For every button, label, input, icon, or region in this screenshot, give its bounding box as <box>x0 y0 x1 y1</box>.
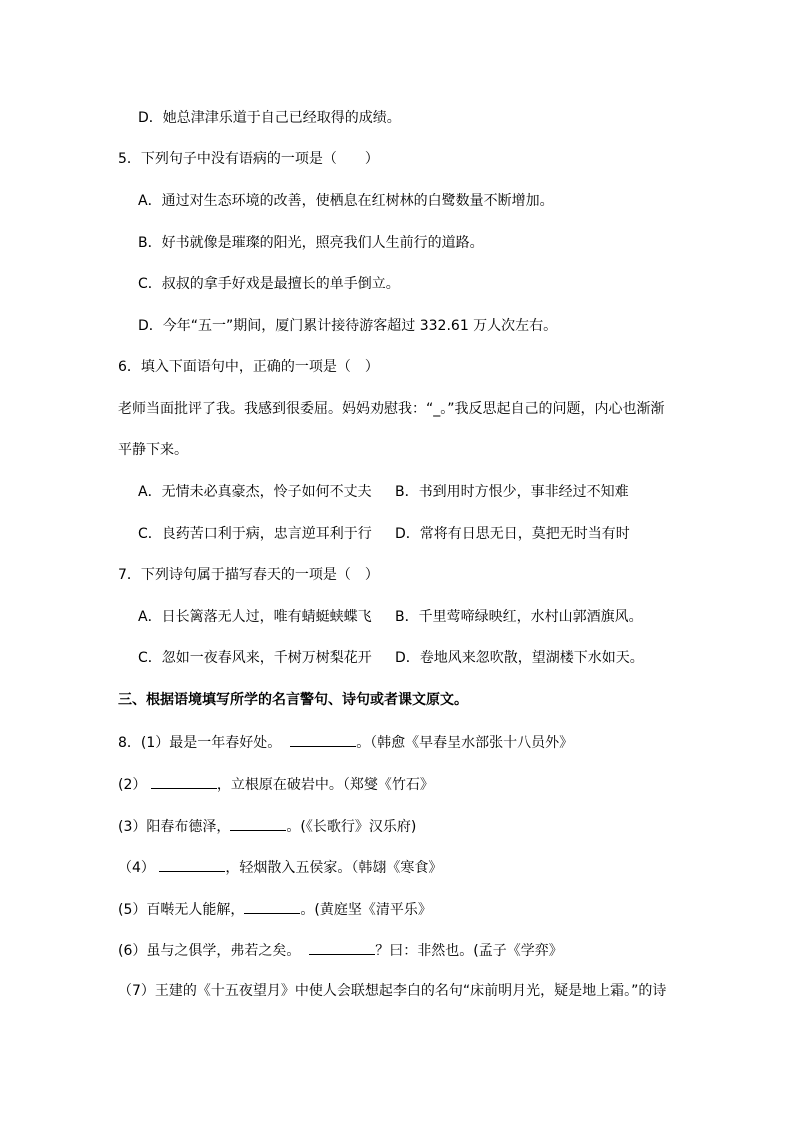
q6-option-a: A．无情未必真豪杰，怜子如何不丈夫 <box>138 484 372 500</box>
q8-item-3-blank[interactable] <box>230 815 286 831</box>
q8-item-3-suffix: 。(《长歌行》汉乐府) <box>286 819 417 835</box>
q8-item-5-prefix: (5）百啭无人能解， <box>118 902 245 918</box>
q5-option-c: C．叔叔的拿手好戏是最擅长的单手倒立。 <box>138 276 400 292</box>
q7-option-b: B．千里莺啼绿映红，水村山郭酒旗风。 <box>395 609 643 625</box>
q8-item-4 <box>118 856 442 878</box>
q8-item-1 <box>118 731 573 753</box>
q8-item-7: （7）王建的《十五夜望月》中使人会联想起李白的名句“床前明月光，疑是地上霜。”的诗 <box>118 983 667 999</box>
q7-option-d: D．卷地风来忽吹散，望湖楼下水如天。 <box>395 650 644 666</box>
q8-item-1-prefix: 8．(1）最是一年春好处。 <box>118 735 282 751</box>
q8-item-2-prefix: (2） <box>118 777 147 793</box>
q8-item-4-prefix: （4） <box>118 860 155 876</box>
q8-item-2-suffix: ，立根原在破岩中。（郑燮《竹石》 <box>216 777 434 793</box>
q8-item-5-blank[interactable] <box>244 898 300 914</box>
q7-option-a: A．日长篱落无人过，唯有蜻蜓蛱蝶飞 <box>138 609 372 625</box>
q8-item-4-suffix: ，轻烟散入五侯家。（韩翃《寒食》 <box>225 860 443 876</box>
q8-item-6 <box>118 939 563 961</box>
q8-item-2 <box>118 773 434 795</box>
q8-item-4-blank[interactable] <box>159 856 225 872</box>
q5-option-a: A．通过对生态环境的改善，使栖息在红树林的白鹭数量不断增加。 <box>138 193 554 209</box>
q8-item-3-prefix: (3）阳春布德泽， <box>118 819 231 835</box>
q5-option-b: B．好书就像是璀璨的阳光，照亮我们人生前行的道路。 <box>138 235 484 251</box>
q7-option-c: C．忽如一夜春风来，千树万树梨花开 <box>138 650 372 666</box>
q8-item-2-blank[interactable] <box>151 773 217 789</box>
q8-item-6-prefix: (6）虽与之俱学，弗若之矣。 <box>118 943 301 959</box>
q8-item-1-blank[interactable] <box>290 731 356 747</box>
q6-stem: 6．填入下面语句中，正确的一项是（ ） <box>118 359 379 375</box>
q8-item-1-suffix: 。（韩愈《早春呈水部张十八员外》 <box>356 735 574 751</box>
q6-option-c: C．良药苦口利于病，忠言逆耳利于行 <box>138 526 372 542</box>
q8-item-5-suffix: 。(黄庭坚《清平乐》 <box>300 902 432 918</box>
section-3-heading: 三、根据语境填写所学的名言警句、诗句或者课文原文。 <box>118 692 468 708</box>
q6-context-line2: 平静下来。 <box>118 442 188 458</box>
q8-item-3 <box>118 815 416 837</box>
q4-option-d: D．她总津津乐道于自己已经取得的成绩。 <box>138 110 401 126</box>
q6-option-d: D．常将有日思无日，莫把无时当有时 <box>395 526 630 542</box>
q8-item-6-suffix: ？曰：非然也。(孟子《学弈》 <box>375 943 563 959</box>
q8-item-6-blank[interactable] <box>309 939 375 955</box>
q5-stem: 5．下列句子中没有语病的一项是（ ） <box>118 151 379 167</box>
q6-context-line1: 老师当面批评了我。我感到很委屈。妈妈劝慰我：“_。”我反思起自己的问题，内心也渐渐 <box>118 401 665 417</box>
q6-option-b: B．书到用时方恨少，事非经过不知难 <box>395 484 629 500</box>
q8-item-5 <box>118 898 432 920</box>
q5-option-d: D．今年“五一”期间，厦门累计接待游客超过 332.61 万人次左右。 <box>138 318 558 334</box>
q7-stem: 7．下列诗句属于描写春天的一项是（ ） <box>118 567 379 583</box>
